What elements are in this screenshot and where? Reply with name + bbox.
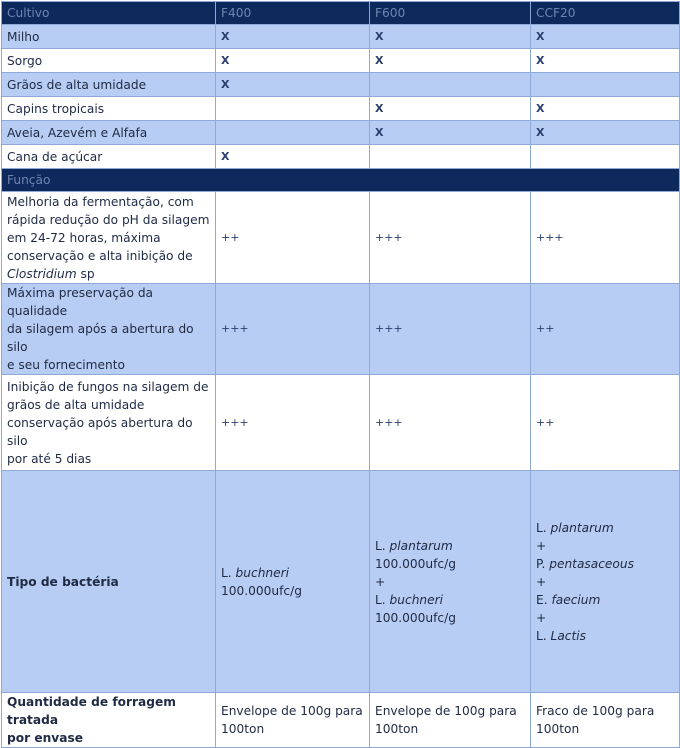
crop-mark: X [531,25,680,49]
crop-name: Milho [2,25,216,49]
crop-mark [216,97,370,121]
crop-mark [531,145,680,169]
header-f400: F400 [216,2,370,25]
crop-mark: X [370,49,531,73]
crop-mark: X [531,49,680,73]
header-f600: F600 [370,2,531,25]
crop-mark [370,73,531,97]
product-table [1,1,680,748]
crop-name: Sorgo [2,49,216,73]
table-row [2,284,680,375]
quantity-f400: Envelope de 100g para 100ton [216,693,370,748]
table-row [2,97,680,121]
crop-name: Aveia, Azevém e Alfafa [2,121,216,145]
crop-mark: X [216,49,370,73]
rating-ccf20: ++ [531,375,680,471]
quantity-f600: Envelope de 100g para 100ton [370,693,531,748]
rating-f600: +++ [370,192,531,284]
crop-mark [370,145,531,169]
crop-mark: X [216,73,370,97]
table-row [2,49,680,73]
rating-f600: +++ [370,284,531,375]
header-cultivo: Cultivo [2,2,216,25]
table-row [2,25,680,49]
table-row [2,375,680,471]
crop-mark [216,121,370,145]
crop-name: Capins tropicais [2,97,216,121]
rating-ccf20: +++ [531,192,680,284]
function-description: Melhoria da fermentação, com rápida redução do pH da silagem em 24-72 horas, máxima conservação e alta inibição de Clostridium sp [2,192,216,284]
crop-mark: X [370,25,531,49]
quantity-ccf20: Fraco de 100g para 100ton [531,693,680,748]
funcao-header-row [2,169,680,192]
rating-ccf20: ++ [531,284,680,375]
bacteria-label: Tipo de bactéria [2,471,216,693]
quantity-row [2,693,680,748]
crop-mark: X [531,97,680,121]
table-row [2,121,680,145]
bacteria-f600: L. plantarum 100.000ufc/g + L. buchneri 100.000ufc/g [370,471,531,693]
crop-name: Cana de açúcar [2,145,216,169]
bacteria-f400: L. buchneri 100.000ufc/g [216,471,370,693]
rating-f400: +++ [216,375,370,471]
rating-f600: +++ [370,375,531,471]
table-row [2,73,680,97]
function-description: Inibição de fungos na silagem de grãos de alta umidade conservação após abertura do silo por até 5 dias [2,375,216,471]
quantity-label: Quantidade de forragem tratada por envase [2,693,216,748]
bacteria-ccf20: L. plantarum + P. pentasaceous + E. faecium + L. Lactis [531,471,680,693]
crop-mark: X [216,145,370,169]
crop-mark: X [370,121,531,145]
rating-f400: +++ [216,284,370,375]
function-description: Máxima preservação da qualidade da silagem após a abertura do silo e seu fornecimento [2,284,216,375]
crop-mark [531,73,680,97]
crop-mark: X [370,97,531,121]
table-row [2,145,680,169]
crop-mark: X [216,25,370,49]
crop-mark: X [531,121,680,145]
header-ccf20: CCF20 [531,2,680,25]
funcao-header: Função [2,169,680,192]
rating-f400: ++ [216,192,370,284]
table-row [2,192,680,284]
header-row [2,2,680,25]
bacteria-row [2,471,680,693]
crop-name: Grãos de alta umidade [2,73,216,97]
